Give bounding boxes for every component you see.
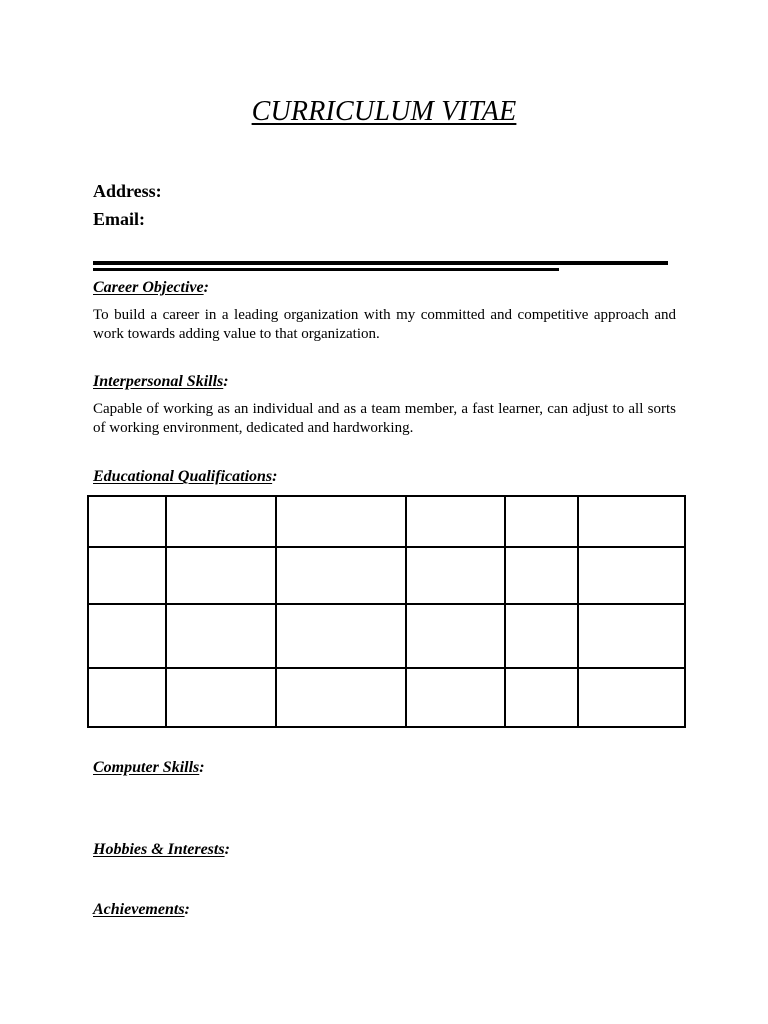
table-cell [88, 547, 166, 604]
computer-skills-heading-text: Computer Skills [93, 759, 200, 776]
divider-rule-top [93, 261, 668, 265]
table-row [88, 604, 685, 668]
page-title: CURRICULUM VITAE [251, 96, 517, 127]
table-cell [505, 547, 578, 604]
table-cell [505, 668, 578, 727]
table-cell [406, 547, 505, 604]
interpersonal-skills-heading-text: Interpersonal Skills [93, 373, 224, 390]
career-objective-text: To build a career in a leading organization with my committed and competitive approach and work towards adding value to that organization. [93, 307, 676, 342]
qualifications-table [87, 495, 686, 728]
table-cell [505, 604, 578, 668]
email-label: Email: [93, 209, 145, 229]
table-cell [276, 496, 406, 547]
table-cell [276, 604, 406, 668]
hobbies-heading [93, 841, 230, 859]
career-objective-colon: : [203, 279, 209, 296]
table-cell [166, 604, 276, 668]
interpersonal-skills-colon: : [223, 373, 229, 390]
table-cell [166, 496, 276, 547]
hobbies-heading-text: Hobbies & Interests [93, 841, 225, 858]
educational-qualifications-heading [93, 468, 277, 486]
table-cell [406, 668, 505, 727]
table-cell [166, 668, 276, 727]
table-cell [406, 604, 505, 668]
interpersonal-skills-text: Capable of working as an individual and as a team member, a fast learner, can adjust to all sorts of working environment, dedicated and hardworking. [93, 401, 676, 436]
table-cell [166, 547, 276, 604]
divider-rule-bottom [93, 268, 559, 271]
achievements-heading-text: Achievements [93, 901, 185, 918]
table-cell [406, 496, 505, 547]
table-cell [88, 668, 166, 727]
table-row [88, 496, 685, 547]
educational-qualifications-heading-text: Educational Qualifications [93, 468, 273, 485]
table-row [88, 668, 685, 727]
table-cell [276, 547, 406, 604]
hobbies-colon: : [224, 841, 230, 858]
computer-skills-heading [93, 759, 205, 777]
table-cell [88, 496, 166, 547]
career-objective-heading [93, 279, 209, 297]
address-label: Address: [93, 181, 162, 201]
achievements-colon: : [184, 901, 190, 918]
computer-skills-colon: : [199, 759, 205, 776]
career-objective-heading-text: Career Objective [93, 279, 204, 296]
table-cell [578, 547, 685, 604]
educational-qualifications-colon: : [272, 468, 278, 485]
table-cell [276, 668, 406, 727]
achievements-heading [93, 901, 190, 919]
table-row [88, 547, 685, 604]
table-cell [578, 604, 685, 668]
table-cell [88, 604, 166, 668]
table-cell [578, 668, 685, 727]
table-cell [505, 496, 578, 547]
table-cell [578, 496, 685, 547]
interpersonal-skills-heading [93, 373, 229, 391]
